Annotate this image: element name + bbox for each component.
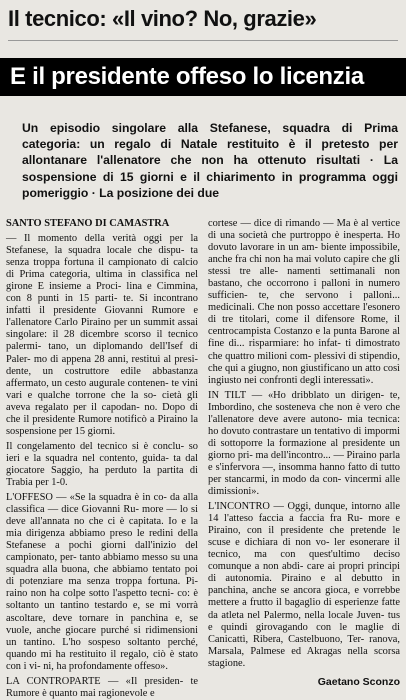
headline-rule — [8, 40, 398, 41]
paragraph: L'INCONTRO — Oggi, dunque, intorno alle 14 l'atteso faccia a faccia fra Ru- more e Piraino, con il presidente che pretende le scuse e dichiara di non vo- ler esonerare il tecnico, ma con quest'ultimo deciso comunque a non abdi- care ai propri principi di autonomia. Piraino e al debutto in panchina, anche se ancora gioca, e vorrebbe mettere a frutto il bagaglio di esperienze fatte da atleta nel Palermo, nella locale Juven- tus e quindi girovagando con le maglie di Canicattì, Ribera, Castelbuono, Ter- ranova, Marsala, Palmese ed Akragas nella scorsa stagione. — [208, 501, 400, 669]
paragraph: IN TILT — «Ho dribblato un dirigen- te, Imbordino, che sosteneva che non è vero che l'allenatore deve avere autono- mia tecnica: ho dovuto contrastare un tentativo di impormi di sottoporre la formazione al presidente un giorno pri- ma dell'incontro... — Piraino parla e s'infervora —, insomma hanno fatto di tutto per stancarmi, in modo da con- vincermi alle dimissioni». — [208, 389, 400, 498]
paragraph: — Il momento della verità oggi per la Stefanese, la squadra locale che dispu- ta senza troppa fortuna il campionato di calcio di Prima categoria, ultima in classifica nel girone E insieme a Proci- lina e Cimmina, con 8 punti in 15 parti- te. Si incontrano infatti il presidente Giovanni Rumore e l'allenatore Carlo Piraino per un summit assai singolare: il 28 dicembre scorso il tecnico palermi- tano, un diplomando dell'Isef di Paler- mo di appena 28 anni, restituì al presi- dente, un costruttore edile abbastanza affermato, un cesto augurale contenen- te vini vari e qualche torrone che la so- cietà gli aveva regalato per il capodan- no. Dopo di che il presidente Rumore notificò a Piraino la sospensione per 15 giorni. — [6, 233, 198, 437]
paragraph: Il congelamento del tecnico si è conclu- so ieri e la squadra nel contento, guida- ta dal giocatore Saggio, ha perduto la partita di Trabia per 1-0. — [6, 440, 198, 488]
author-signature: Gaetano Sconzo — [317, 675, 400, 688]
article-column-1 — [6, 218, 198, 699]
dateline-text: SANTO STEFANO DI CAMASTRA — [6, 218, 170, 229]
article-body — [6, 218, 400, 699]
headline-secondary: E il presidente offeso lo licenzia — [0, 58, 406, 96]
article-dateline — [6, 218, 198, 230]
subheadline: Un episodio singolare alla Stefanese, squadra di Prima categoria: un regalo di Natale restituito è il pretesto per allontanare l'allenatore che non ha ottenuto risultati · La sospensione di 15 giorni e il chiarimento in programma oggi pomeriggio · La posizione dei due — [22, 121, 398, 200]
article-column-2 — [208, 218, 400, 688]
headline-primary: Il tecnico: «Il vino? No, grazie» — [8, 6, 317, 31]
paragraph: LA CONTROPARTE — «Il presiden- te Rumore è quanto mai ragionevole e — [6, 675, 198, 699]
paragraph: cortese — dice di rimando — Ma è al vertice di una società che purtroppo è inesperta. Ho dovuto lavorare in un am- biente impossibile, anche fra chi non ha mai voluto capire che gli stessi tre alle- namenti settimanali non bastano, che occorrono i palloni in numero sufficien- te, che servono i palloni... medicinali. Che non posso accettare l'esonero di tre titolari, come il difensore Rome, il centrocampista Costanzo e la punta Barone al fine di... risparmiare: ho infat- ti dimostrato che quattro milioni com- plessivi di stipendio, che qui a giugno, non giustificano un atto così ingiusto nei confronti degli interessati». — [208, 218, 400, 386]
paragraph: L'OFFESO — «Se la squadra è in co- da alla classifica — dice Giovanni Ru- more — lo si deve all'annata no che ci è capitata. Io e la mia dirigenza abbiamo preso le redini della Stefanese a pochi giorni dall'inizio del campionato, per- tanto abbiamo messo su una squadra alla buona, che abbiamo tentato poi di potenziare ma senza troppa fortuna. Pi- raino non ha colpe sotto l'aspetto tecni- co: è soltanto un tantino testardo e, se mi vorrà ascoltare, deve tornare in panchina e, se vuole, anche giocare purché si ridimensioni un tantino. L'ho sospeso soltanto perché, quando mi ha restituito il regalo, ciò è stato con i vi- ni, ha profondamente offeso». — [6, 492, 198, 672]
